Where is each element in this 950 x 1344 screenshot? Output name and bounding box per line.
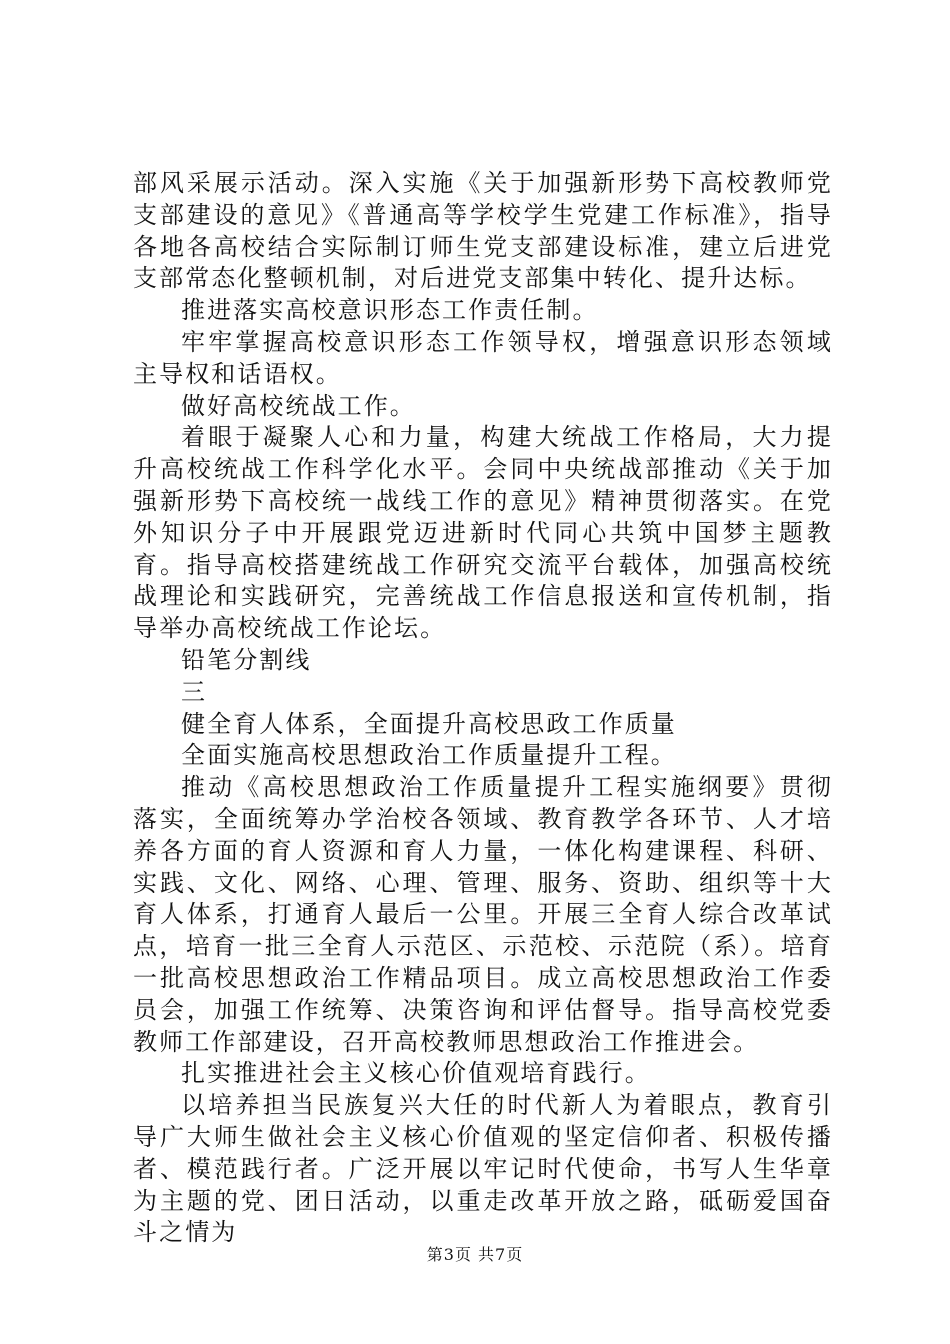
section-heading-values: 扎实推进社会主义核心价值观培育践行。 [181, 1059, 651, 1088]
paragraph-ideology: 牢牢掌握高校意识形态工作领导权，增强意识形态领域主导权和话语权。 [133, 327, 833, 388]
section-title: 健全育人体系，全面提升高校思政工作质量 [181, 709, 677, 738]
document-body [133, 168, 833, 1249]
paragraph-continuation: 部风采展示活动。深入实施《关于加强新形势下高校教师党支部建设的意见》《普通高等学校学生党建工作标准》，指导各地各高校结合实际制订师生党支部建设标准，建立后进党支部常态化整顿机制，对后进党支部集中转化、提升达标。 [133, 169, 833, 293]
page-footer: 第3页 共7页 [426, 1245, 524, 1264]
section-heading-quality: 全面实施高校思想政治工作质量提升工程。 [181, 741, 677, 770]
paragraph-united-front: 着眼于凝聚人心和力量，构建大统战工作格局，大力提升高校统战工作科学化水平。会同中央统战部推动《关于加强新形势下高校统一战线工作的意见》精神贯彻落实。在党外知识分子中开展跟党迈进新时代同心共筑中国梦主题教育。指导高校搭建统战工作研究交流平台载体，加强高校统战理论和实践研究，完善统战工作信息报送和宣传机制，指导举办高校统战工作论坛。 [133, 423, 833, 643]
section-heading-ideology: 推进落实高校意识形态工作责任制。 [181, 296, 599, 325]
section-heading-united-front: 做好高校统战工作。 [181, 391, 416, 420]
section-number: 三 [181, 677, 208, 706]
paragraph-quality: 推动《高校思想政治工作质量提升工程实施纲要》贯彻落实，全面统筹办学治校各领域、教育教学各环节、人才培养各方面的育人资源和育人力量，一体化构建课程、科研、实践、文化、网络、心理、管理、服务、资助、组织等十大育人体系，打通育人最后一公里。开展三全育人综合改革试点，培育一批三全育人示范区、示范校、示范院（系）。培育一批高校思想政治工作精品项目。成立高校思想政治工作委员会，加强工作统筹、决策咨询和评估督导。指导高校党委教师工作部建设，召开高校教师思想政治工作推进会。 [133, 773, 833, 1056]
paragraph-values: 以培养担当民族复兴大任的时代新人为着眼点，教育引导广大师生做社会主义核心价值观的坚定信仰者、积极传播者、模范践行者。广泛开展以牢记时代使命，书写人生华章为主题的党、团日活动，以重走改革开放之路，砥砺爱国奋斗之情为 [133, 1091, 833, 1247]
divider-text: 铅笔分割线 [181, 645, 312, 674]
